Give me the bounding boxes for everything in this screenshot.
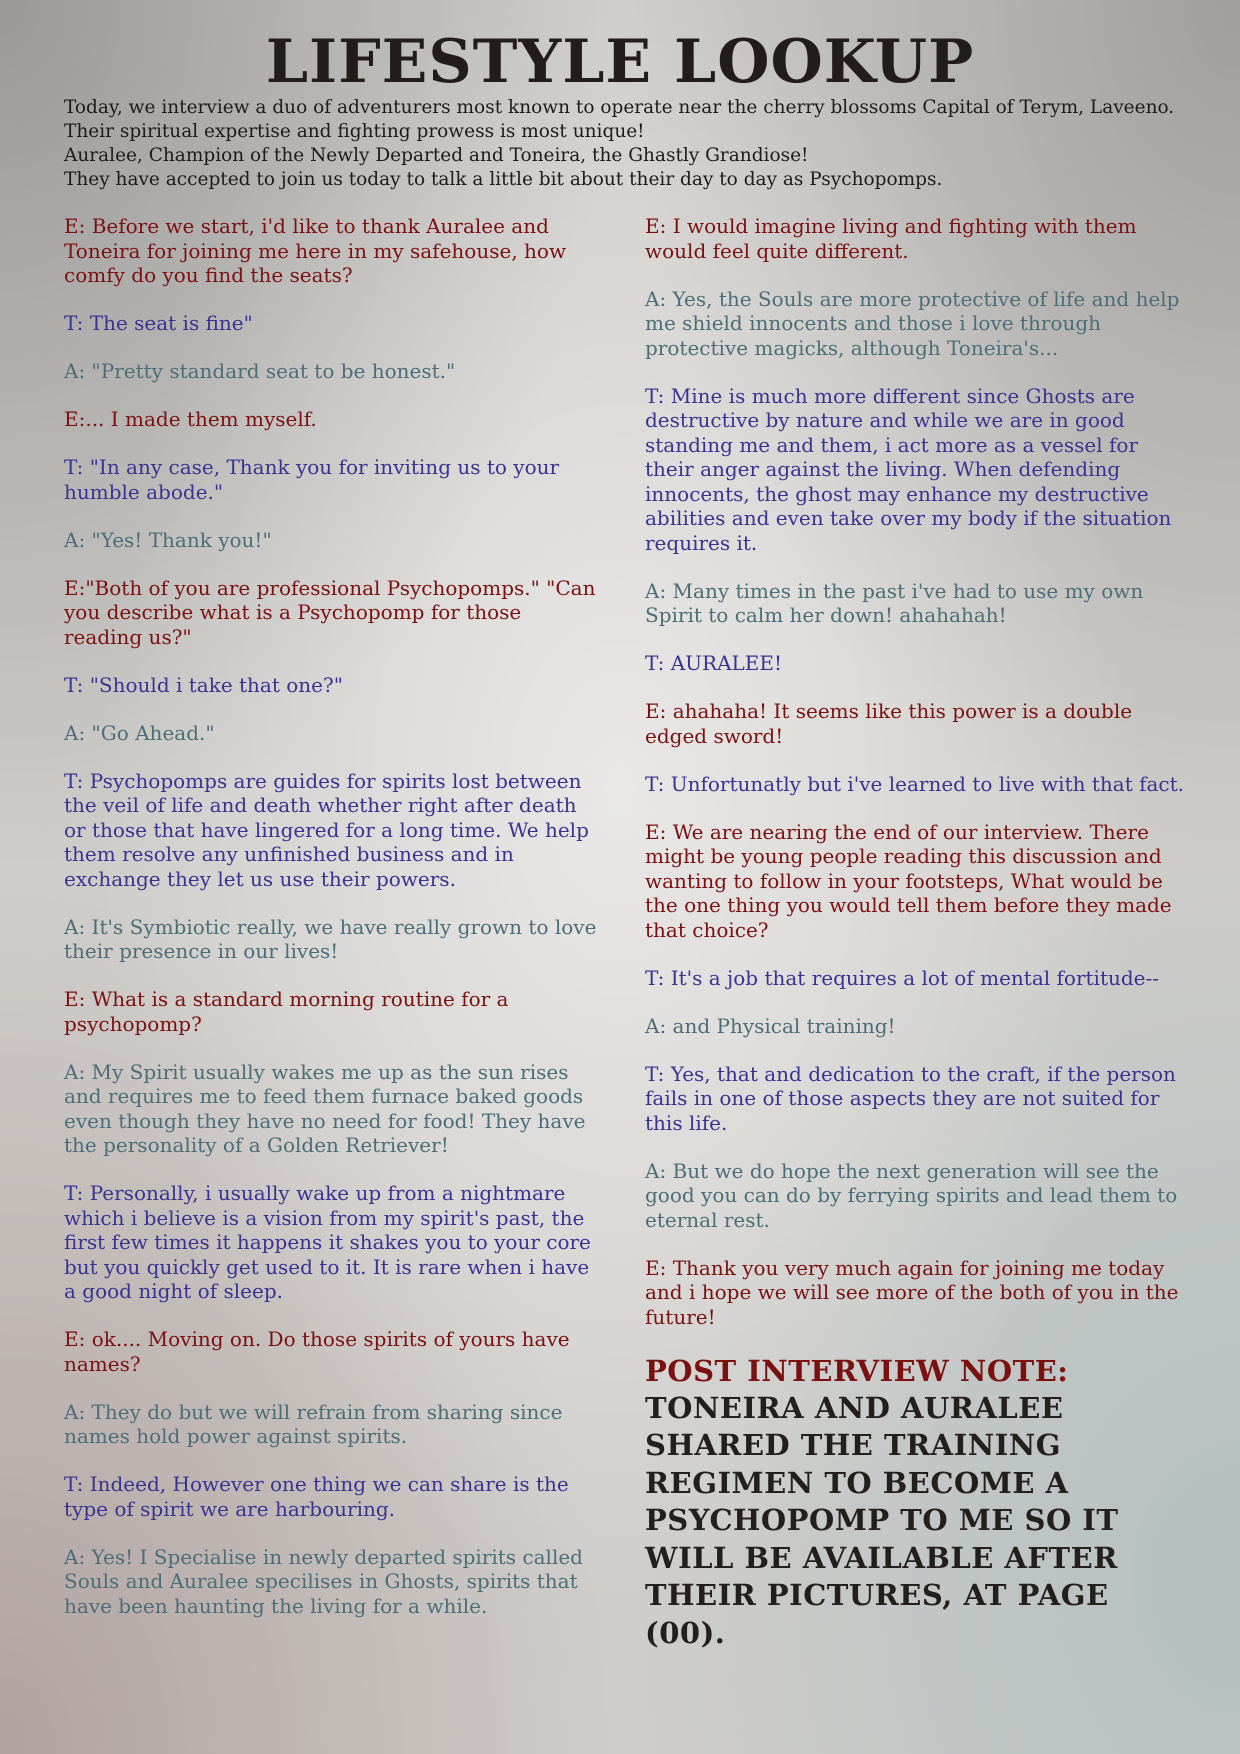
interview-column-left: [64, 214, 604, 1642]
dialogue-line: A: Yes! I Specialise in newly departed spirits called Souls and Auralee specilises in Ghosts, spirits that have been haunting the living for a while.: [64, 1544, 583, 1618]
dialogue-line: E:... I made them myself.: [64, 407, 317, 431]
dialogue-line: T: "Should i take that one?": [64, 672, 343, 697]
intro-line: Auralee, Champion of the Newly Departed and Toneira, the Ghastly Grandiose!: [64, 145, 809, 166]
dialogue-line: T: Indeed, However one thing we can share is the type of spirit we are harbouring.: [64, 1472, 569, 1521]
dialogue-line: E: What is a standard morning routine for a psychopomp?: [64, 987, 509, 1036]
dialogue-line: E: We are nearing the end of our interview. There might be young people reading this discussion and wanting to follow in your footsteps, What would be the one thing you would tell them before they made that choice?: [645, 819, 1172, 942]
note-body: TONEIRA AND AURALEE SHARED THE TRAINING REGIMEN TO BECOME A PSYCHOPOMP TO ME SO IT WILL BE AVAILABLE AFTER THEIR PICTURES, AT PAGE (00).: [645, 1390, 1119, 1650]
page-title: LIFESTYLE LOOKUP: [265, 27, 975, 97]
dialogue-line: T: Yes, that and dedication to the craft, if the person fails in one of those aspects they are not suited for this life.: [645, 1061, 1176, 1135]
dialogue-line: T: The seat is fine": [64, 311, 253, 335]
dialogue-line: T: Personally, i usually wake up from a nightmare which i believe is a vision from my spirit's past, the first few times it happens it shakes you to your core but you quickly get used to it. It is rare when i have a good night of sleep.: [64, 1181, 591, 1303]
dialogue-line: E:"Both of you are professional Psychopomps." "Can you describe what is a Psychopomp for those reading us?": [64, 575, 596, 649]
dialogue-line: T: It's a job that requires a lot of mental fortitude--: [645, 965, 1160, 990]
dialogue-line: A: "Pretty standard seat to be honest.": [64, 359, 456, 383]
dialogue-line: A: "Go Ahead.": [64, 720, 215, 745]
dialogue-line: T: AURALEE!: [645, 651, 783, 675]
dialogue-line: A: It's Symbiotic really, we have really grown to love their presence in our lives!: [64, 914, 597, 963]
dialogue-line: E: ok.... Moving on. Do those spirits of yours have names?: [64, 1327, 570, 1376]
dialogue-line: E: I would imagine living and fighting with them would feel quite different.: [645, 214, 1137, 263]
dialogue-line: A: They do but we will refrain from sharing since names hold power against spirits.: [64, 1399, 563, 1448]
dialogue-line: A: My Spirit usually wakes me up as the sun rises and requires me to feed them furnace baked goods even though they have no need for food! They have the personality of a Golden Retriever!: [64, 1059, 586, 1157]
dialogue-line: T: Unfortunatly but i've learned to live with that fact.: [645, 771, 1185, 796]
dialogue-line: A: Many times in the past i've had to use my own Spirit to calm her down! ahahahah!: [645, 578, 1144, 627]
dialogue-line: A: "Yes! Thank you!": [64, 527, 272, 552]
dialogue-line: E: ahahaha! It seems like this power is a double edged sword!: [645, 699, 1133, 748]
intro-line: Today, we interview a duo of adventurers most known to operate near the cherry blossoms Capital of Terym, Laveeno. Their spiritual expertise and fighting prowess is most unique!: [64, 97, 1175, 142]
dialogue-line: A: But we do hope the next generation will see the good you can do by ferrying spirits and lead them to eternal rest.: [645, 1158, 1178, 1232]
intro-line: They have accepted to join us today to talk a little bit about their day to day as Psychopomps.: [64, 169, 943, 190]
dialogue-line: E: Before we start, i'd like to thank Auralee and Toneira for joining me here in my safehouse, how comfy do you find the seats?: [64, 214, 567, 287]
intro-paragraph: [64, 96, 1184, 192]
dialogue-line: T: "In any case, Thank you for inviting us to your humble abode.": [64, 455, 560, 504]
dialogue-line: E: Thank you very much again for joining me today and i hope we will see more of the both of you in the future!: [645, 1255, 1179, 1329]
note-heading: POST INTERVIEW NOTE:: [645, 1353, 1069, 1388]
interview-column-right: [645, 214, 1185, 1652]
dialogue-line: A: Yes, the Souls are more protective of life and help me shield innocents and those i love through protective magicks, although Toneira's...: [645, 286, 1180, 360]
dialogue-line: T: Psychopomps are guides for spirits lost between the veil of life and death whether right after death or those that have lingered for a long time. We help them resolve any unfinished business and in exchange they let us use their powers.: [64, 768, 589, 891]
post-interview-note: [645, 1353, 1185, 1653]
dialogue-line: T: Mine is much more different since Ghosts are destructive by nature and while we are in good standing me and them, i act more as a vessel for their anger against the living. When defending innocents, the ghost may enhance my destructive abilities and even take over my body if the situation requires it.: [645, 383, 1172, 555]
dialogue-line: A: and Physical training!: [645, 1013, 896, 1038]
